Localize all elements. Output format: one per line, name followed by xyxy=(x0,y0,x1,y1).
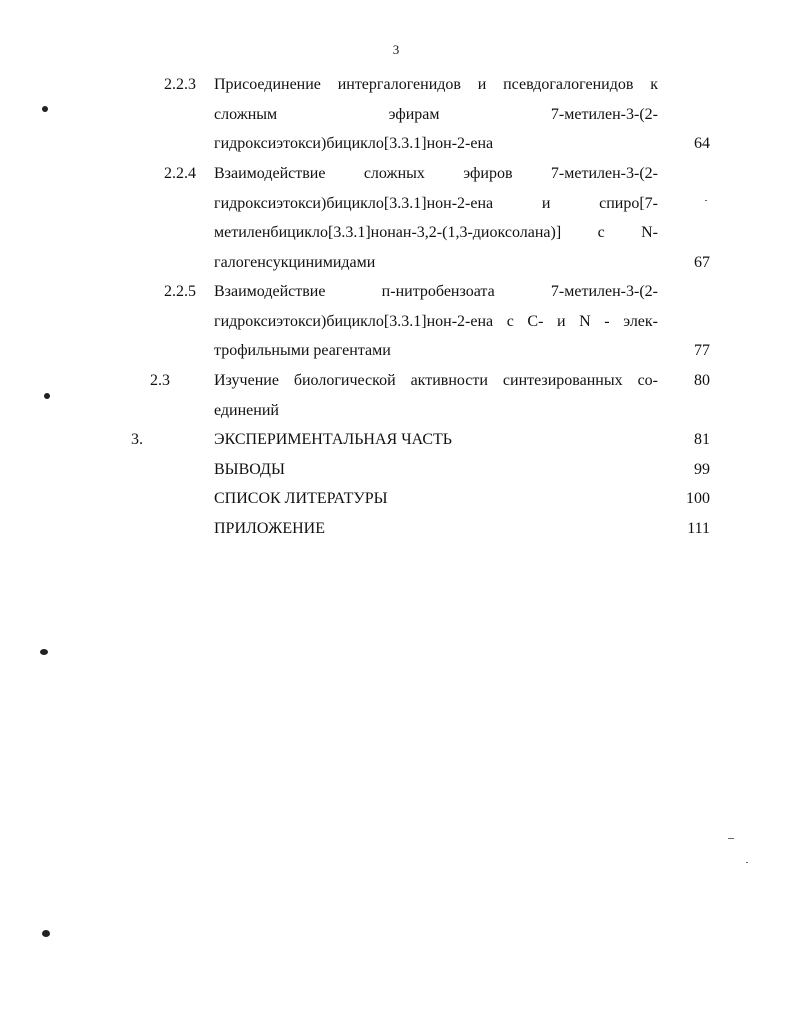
toc-entry-title xyxy=(214,514,658,544)
toc-entry-title-line: Присоединение интергалогенидов и псевдогалогенидов к xyxy=(214,76,658,93)
toc-entry-title xyxy=(214,366,658,425)
toc-entry-title-line: гидроксиэтокси)бицикло[3.3.1]нон-2-ена xyxy=(214,135,494,152)
toc-entry-page: 111 xyxy=(687,519,710,537)
toc-entry-number: 2.2.3 xyxy=(164,76,196,93)
toc-entry-title-line: единений xyxy=(214,401,279,419)
toc-entry-page: 64 xyxy=(694,135,710,152)
toc-entry-title-line: Взаимодействие сложных эфиров 7-метилен-3-(2- xyxy=(214,165,658,182)
toc-entry xyxy=(0,70,792,159)
toc-entry-title-line: галогенсукцинимидами xyxy=(214,253,376,271)
toc-entry-page: 77 xyxy=(694,342,710,359)
toc-entry-title-line: гидроксиэтокси)бицикло[3.3.1]нон-2-ена и спиро[7- xyxy=(214,194,658,212)
toc-entry-page: 81 xyxy=(694,431,710,448)
toc-entry-title-line: трофильными реагентами xyxy=(214,342,391,359)
toc-entry-number: 2.2.5 xyxy=(164,283,196,300)
toc-entry-title-line: сложным эфирам 7-метилен-3-(2- xyxy=(214,105,658,123)
toc-entry-page: 99 xyxy=(694,460,710,478)
toc-entry-page: 67 xyxy=(694,253,710,271)
toc-entry-title xyxy=(214,425,658,455)
toc-entry-title-line: ВЫВОДЫ xyxy=(214,460,285,478)
toc-entry xyxy=(0,366,792,425)
table-of-contents xyxy=(0,70,792,543)
scan-speck xyxy=(746,862,748,863)
binding-hole-mark xyxy=(40,649,48,655)
toc-entry xyxy=(0,455,792,485)
toc-entry-page: 80 xyxy=(694,372,710,389)
toc-entry xyxy=(0,159,792,277)
toc-entry-title-line: гидроксиэтокси)бицикло[3.3.1]нон-2-ена с C- и N - элек- xyxy=(214,312,658,330)
toc-entry-title xyxy=(214,455,658,485)
binding-hole-mark xyxy=(42,930,50,937)
toc-entry-page: 100 xyxy=(686,490,710,507)
toc-entry xyxy=(0,277,792,366)
toc-entry xyxy=(0,425,792,455)
toc-entry-number: 2.3 xyxy=(150,372,170,389)
toc-entry xyxy=(0,484,792,514)
toc-entry-title-line: Изучение биологической активности синтезированных со- xyxy=(214,372,658,389)
page-number: 3 xyxy=(392,42,400,57)
toc-entry-title-line: метиленбицикло[3.3.1]нонан-3,2-(1,3-диоксолана)] с N- xyxy=(214,224,658,241)
toc-entry-title xyxy=(214,484,658,514)
toc-entry-title-line: ПРИЛОЖЕНИЕ xyxy=(214,519,326,537)
toc-entry-title-line: ЭКСПЕРИМЕНТАЛЬНАЯ ЧАСТЬ xyxy=(214,431,452,448)
toc-entry-title xyxy=(214,159,658,277)
toc-entry-title xyxy=(214,277,658,366)
toc-entry-title-line: СПИСОК ЛИТЕРАТУРЫ xyxy=(214,490,388,507)
toc-entry-title-line: Взаимодействие п-нитробензоата 7-метилен-3-(2- xyxy=(214,283,658,300)
toc-entry-number: 2.2.4 xyxy=(164,165,196,182)
toc-entry-title xyxy=(214,70,658,159)
scan-speck xyxy=(728,838,734,839)
toc-entry xyxy=(0,514,792,544)
toc-entry-number: 3. xyxy=(131,431,143,448)
